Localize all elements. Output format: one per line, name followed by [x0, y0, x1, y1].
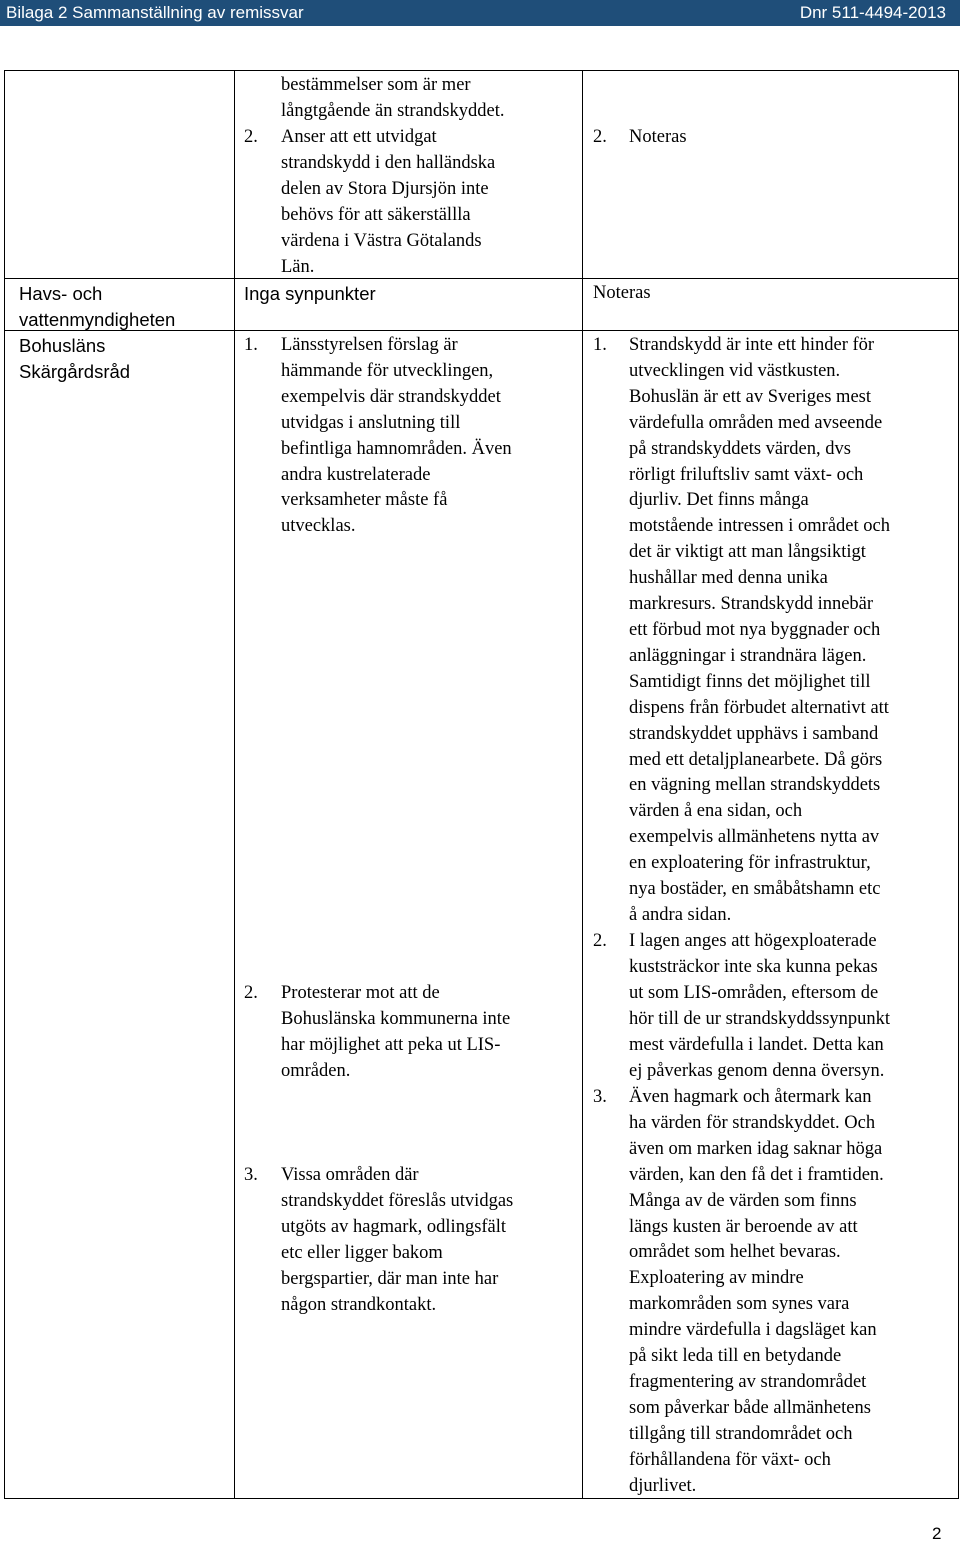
response-cell [583, 71, 959, 279]
actor-cell [5, 331, 235, 1499]
response-text: Noteras [593, 283, 651, 303]
list-number: 3. [593, 1087, 607, 1107]
actor-cell [5, 71, 235, 279]
list-number: 1. [244, 335, 258, 355]
list-number: 1. [593, 335, 607, 355]
response-item-1: Strandskydd är inte ett hinder för utvecklingen vid västkusten. Bohuslän är ett av Sveriges mest värdefulla områden med avseende på strandskyddets värden, dvs rörligt friluftsliv samt växt- och djurliv. Det finns många motstående intressen i området och det är viktigt att man långsiktigt hushållar med denna unika markresurs. Strandskydd innebär ett förbud mot nya byggnader och anläggningar i strandnära lägen. Samtidigt finns det möjlighet till dispens från förbudet alternativt att strandskyddet upphävs i samband med ett detaljplanearbete. Då görs en vägning mellan strandskyddets värden å ena sidan, och exempelvis allmänhetens nytta av en exploatering för infrastruktur, nya bostäder, en småbåtshamn etc å andra sidan. [629, 335, 890, 925]
response-item-2: I lagen anges att högexploaterade kuststräckor inte ska kunna pekas ut som LIS-områden, eftersom de hör till de ur strandskyddssynpunkt mest värdefulla i landet. Detta kan ej påverkas genom denna översyn. [629, 931, 891, 1081]
page-number: 2 [932, 1524, 942, 1543]
list-number: 2. [244, 983, 258, 1003]
header-title: Bilaga 2 Sammanställning av remissvar [6, 3, 304, 22]
list-number: 2. [244, 127, 258, 147]
actor-name: Havs- och vattenmyndigheten [19, 283, 176, 330]
actor-name: Bohusläns Skärgårdsråd [19, 335, 131, 382]
comment-item-1: Länsstyrelsen förslag är hämmande för utvecklingen, exempelvis där strandskyddet utvidgas i anslutning till befintliga hamnområden. Även andra kustrelaterade verksamheter måste få utvecklas. [281, 335, 512, 537]
header-reference: Dnr 511-4494-2013 [799, 3, 946, 22]
comment-item-2: Anser att ett utvidgat strandskydd i den halländska delen av Stora Djursjön inte behövs för att säkerställla värdena i Västra Götalands Län. [281, 127, 496, 277]
list-number: 3. [244, 1165, 258, 1185]
comment-item-3: Vissa områden där strandskyddet föreslås utvidgas utgöts av hagmark, odlingsfält etc eller ligger bakom bergspartier, där man inte har någon strandkontakt. [281, 1165, 514, 1315]
comment-text: Inga synpunkter [244, 283, 376, 304]
document-header [0, 0, 960, 26]
list-number: 2. [593, 127, 607, 147]
list-number: 2. [593, 931, 607, 951]
comment-continuation: bestämmelser som är mer långtgående än strandskyddet. [281, 75, 505, 121]
response-text: Noteras [629, 127, 687, 147]
comment-item-2: Protesterar mot att de Bohuslänska kommunerna inte har möjlighet att peka ut LIS- områden. [281, 983, 511, 1081]
response-item-3: Även hagmark och återmark kan ha värden för strandskyddet. Och även om marken idag saknar höga värden, kan den få det i framtiden. Många av de värden som finns längs kusten är beroende av att området som helhet bevaras. Exploatering av mindre markområden som synes vara mindre värdefulla i dagsläget kan på sikt leda till en betydande fragmentering av strandområdet som påverkar både allmänhetens tillgång till strandområdet och förhållandena för växt- och djurlivet. [629, 1087, 884, 1496]
